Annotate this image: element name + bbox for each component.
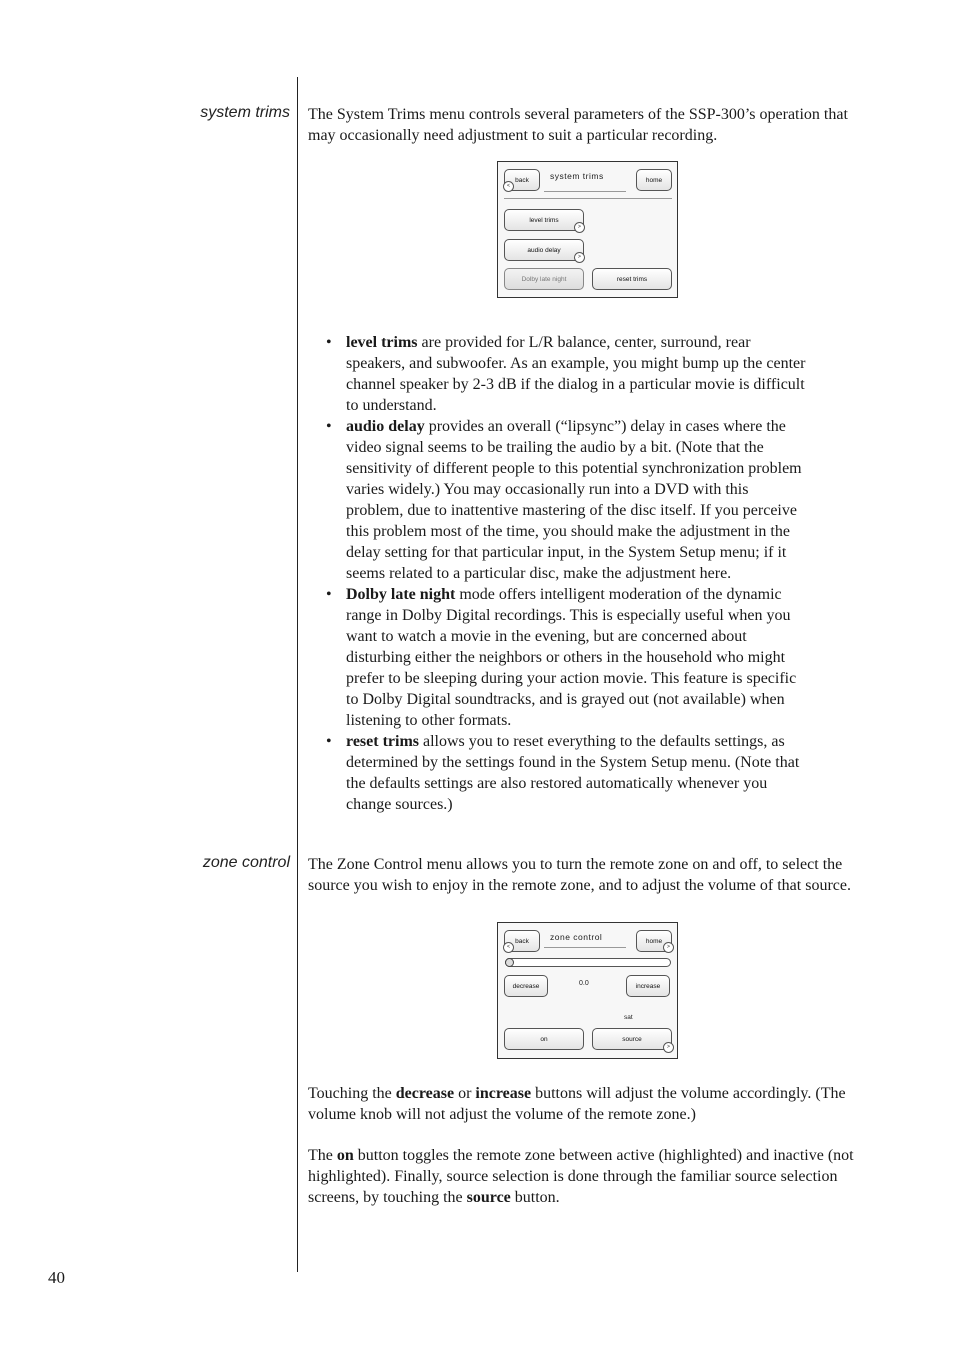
screen-title: system trims <box>550 171 604 181</box>
reset-trims-button[interactable] <box>592 268 672 290</box>
back-arrow-icon: < <box>503 181 514 192</box>
page-number: 40 <box>48 1268 65 1287</box>
system-trims-screen <box>497 161 678 298</box>
system-trims-bullet-list <box>326 332 806 815</box>
level-trims-label: level trims <box>529 216 559 224</box>
bold-term: decrease <box>395 1085 455 1102</box>
text-run: or <box>454 1085 476 1102</box>
text-run: The <box>308 1147 337 1164</box>
text-run: buttons will adjust the volume accordingly. (The volume knob will not adjust the volume of the remote zone.) <box>308 1085 846 1123</box>
zone-on-source-paragraph <box>308 1145 868 1208</box>
on-button[interactable] <box>504 1028 584 1050</box>
bullet-term: reset trims <box>346 733 419 750</box>
dolby-late-night-label: Dolby late night <box>521 275 567 283</box>
source-button[interactable] <box>592 1028 672 1050</box>
zone-control-heading: zone control <box>202 854 290 871</box>
bold-term: on <box>336 1147 354 1164</box>
volume-slider[interactable] <box>505 958 671 967</box>
bullet-term: Dolby late night <box>346 586 456 603</box>
volume-value: 0.0 <box>579 980 589 987</box>
bullet-text: provides an overall (“lipsync”) delay in cases where the video signal seems to be trailing the audio by a bit. (Note that the sensitivity of different people to this potential synchronization problem varies widely.) You may occasionally run into a DVD with this problem, due to inattentive mastering of the disc itself. If you perceive this problem most of the time, you should make the adjustment in the delay setting for that particular input, in the System Setup menu; if it seems related to a particular disc, make the adjustment here. <box>346 418 802 582</box>
bullet-reset-trims <box>326 731 806 815</box>
bullet-level-trims <box>326 332 806 416</box>
source-label: source <box>622 1035 642 1043</box>
title-underline <box>544 947 626 948</box>
audio-delay-button[interactable] <box>504 239 584 261</box>
system-trims-heading: system trims <box>200 104 290 121</box>
vertical-rule <box>297 77 298 1272</box>
bullet-text: are provided for L/R balance, center, surround, rear speakers, and subwoofer. As an example, you might bump up the center channel speaker by 2-3 dB if the dialog in a particular movie is difficult to understand. <box>346 334 806 414</box>
slider-knob[interactable] <box>505 958 514 967</box>
decrease-button[interactable] <box>504 975 548 997</box>
header-divider <box>504 198 672 199</box>
source-name: sat <box>624 1014 633 1021</box>
bullet-term: audio delay <box>346 418 425 435</box>
text-run: Touching the <box>308 1085 396 1102</box>
increase-label: increase <box>635 982 661 990</box>
back-label: back <box>515 937 529 945</box>
source-arrow-icon: > <box>663 1042 674 1053</box>
on-label: on <box>540 1035 548 1043</box>
bold-term: source <box>466 1189 511 1206</box>
audio-delay-arrow-icon: > <box>574 252 585 263</box>
bullet-text: mode offers intelligent moderation of the dynamic range in Dolby Digital recordings. This is especially useful when you want to watch a movie in the evening, but are concerned about disturbing either the neighbors or others in the household who might prefer to be sleeping during your action movie. This feature is specific to Dolby Digital soundtracks, and is grayed out (not available) when listening to other formats. <box>346 586 797 729</box>
zone-volume-paragraph <box>308 1083 868 1125</box>
back-arrow-icon: < <box>503 942 514 953</box>
zone-control-screen <box>497 922 678 1059</box>
bullet-dolby-late-night <box>326 584 806 731</box>
level-trims-arrow-icon: > <box>574 222 585 233</box>
back-label: back <box>515 176 529 184</box>
bold-term: increase <box>475 1085 532 1102</box>
home-label: home <box>645 937 663 945</box>
zone-control-intro: The Zone Control menu allows you to turn the remote zone on and off, to select the source you wish to enjoy in the remote zone, and to adjust the volume of that source. <box>308 856 851 894</box>
title-underline <box>544 191 626 192</box>
home-button[interactable] <box>636 169 672 191</box>
home-label: home <box>645 176 663 184</box>
increase-button[interactable] <box>626 975 670 997</box>
audio-delay-label: audio delay <box>527 246 561 254</box>
bullet-term: level trims <box>346 334 418 351</box>
level-trims-button[interactable] <box>504 209 584 231</box>
reset-trims-label: reset trims <box>616 275 648 283</box>
dolby-late-night-button[interactable] <box>504 268 584 290</box>
text-run: button. <box>510 1189 560 1206</box>
text-run: button toggles the remote zone between active (highlighted) and inactive (not highlighted). Finally, source selection is done through the familiar source selection screens, by touching the <box>308 1147 854 1206</box>
bullet-text: allows you to reset everything to the defaults settings, as determined by the settings found in the System Setup menu. (Note that the defaults settings are also restored automatically whenever you change sources.) <box>346 733 800 813</box>
decrease-label: decrease <box>512 982 540 990</box>
system-trims-intro: The System Trims menu controls several parameters of the SSP-300’s operation that may occasionally need adjustment to suit a particular recording. <box>308 106 848 144</box>
screen-title: zone control <box>550 932 603 942</box>
bullet-audio-delay <box>326 416 806 584</box>
home-arrow-icon: > <box>663 942 674 953</box>
